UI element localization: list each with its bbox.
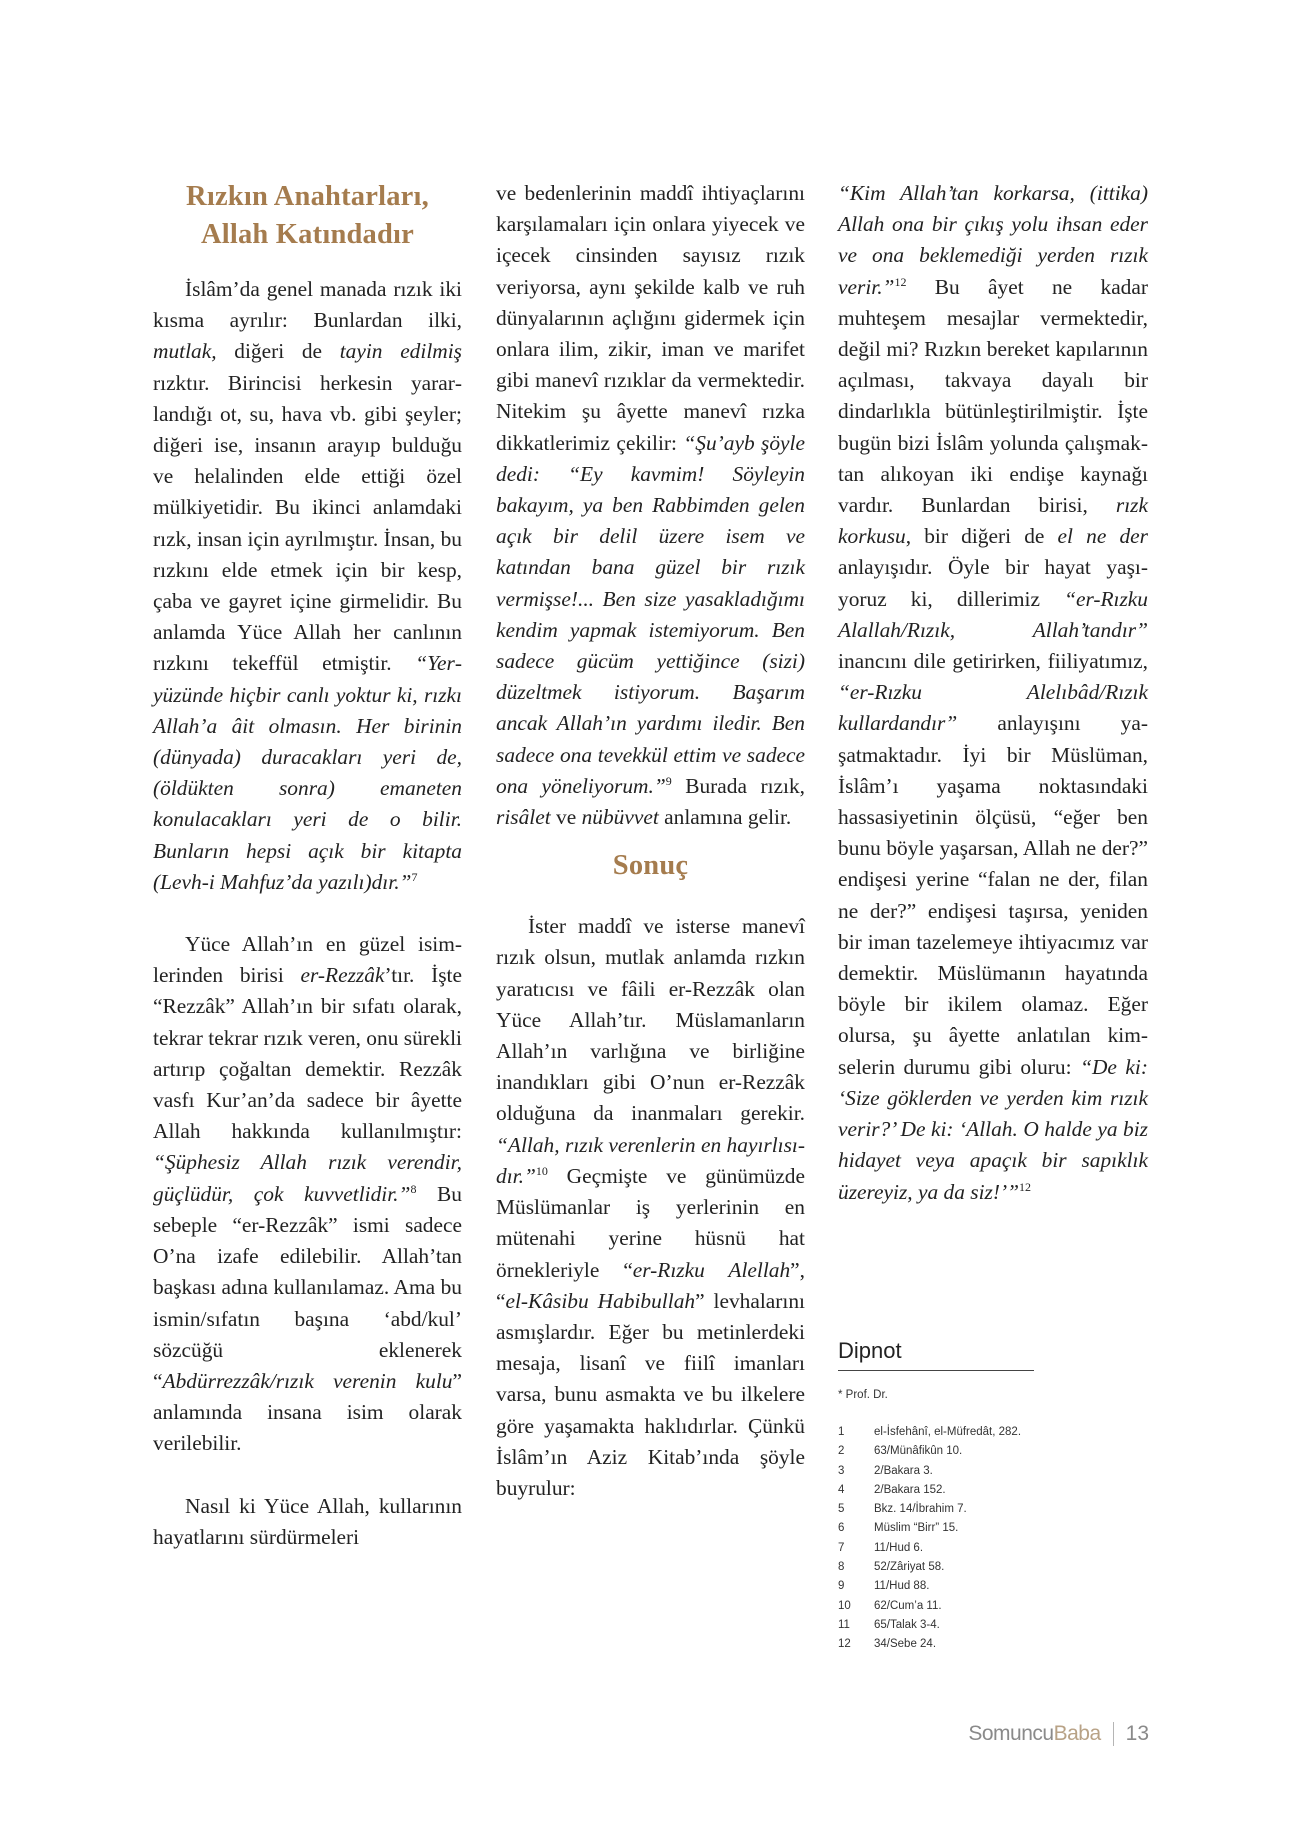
paragraph <box>838 178 1148 1208</box>
text-italic: rızk korkusu <box>838 493 1148 549</box>
footnote-text: 52/Zâriyat 58. <box>874 1561 945 1574</box>
footnote-number: 9 <box>838 1580 845 1593</box>
text: İster maddî ve isterse manevî rızık olsun, mutlak anlamda rızkın yaratıcısı ve fâili er-Rezzâk olan Yüce Allah’tır. Müslamanların Allah’ın varlığına ve birliğine inandıkları gibi O’nun er-Rezzâk olduğuna da inanmaları gerekir. <box>496 914 805 1126</box>
text-italic: er-Rezzâk <box>300 963 385 988</box>
footnote-text: 2/Bakara 3. <box>874 1464 933 1477</box>
footnotes-title: Dipnot <box>838 1338 1034 1371</box>
footnote-text: 63/Münâfikûn 10. <box>874 1445 963 1458</box>
footnote-item <box>838 1500 1038 1519</box>
section-heading-rizkin-anahtarlari <box>153 178 462 254</box>
text-italic: risâlet <box>496 805 551 830</box>
footnote-item <box>838 1616 1038 1635</box>
footnote-text: Bkz. 14/İbrahim 7. <box>874 1503 967 1516</box>
footnote-number: 5 <box>838 1503 845 1516</box>
magazine-brand-part-2: Baba <box>1053 1722 1101 1745</box>
footnote-text: 2/Bakara 152. <box>874 1483 946 1496</box>
text-italic: el-Kâsibu Habibullah <box>505 1288 696 1313</box>
section-heading-sonuc: Sonuç <box>612 850 689 882</box>
text: ’tır. İşte “Rezzâk” Allah’ın bir sıfatı olarak, tekrar tekrar rızık veren, onu sürekli artırıp çoğaltan demektir. Rezzâk vasfı Kur’an’da sadece bir âyette Allah hakkında kullanılmıştır: <box>153 963 462 1144</box>
footnote-ref: 12 <box>1019 1179 1032 1194</box>
text: Burada rızık, <box>671 773 805 798</box>
quote-italic: “Şüphesiz Allah rızık verendir, güçlüdür, çok kuvvetlidir.” <box>153 1150 462 1206</box>
paragraph: Nasıl ki Yüce Allah, kullarının hayatlarını sürdürmeleri <box>153 1493 462 1549</box>
footnote-item <box>838 1442 1038 1461</box>
footnote-text: 62/Cum’a 11. <box>874 1599 942 1612</box>
footnote-number: 6 <box>838 1522 845 1535</box>
quote-italic: “er-Rızku Alelıbâd/Rızık kullardandır” <box>838 680 1148 736</box>
paragraph <box>496 911 805 1504</box>
author-note: * Prof. Dr. <box>838 1389 888 1401</box>
quote-italic: “er-Rızku Alallah/Rızık, Allah’tandır” <box>838 586 1148 642</box>
footnote-ref: 10 <box>535 1163 548 1178</box>
text: Yüce Allah’ın en güzel isimlerinden birisi <box>153 932 462 988</box>
footnote-ref: 12 <box>894 274 907 289</box>
text: Geçmişte ve günümüzde Müslümanlar iş yerlerinin en mütenahi yerine hüsnü hat örnekleriyle “ <box>496 1163 805 1282</box>
column-3 <box>838 178 1148 1208</box>
text: ” levhalarını asmışlardır. Eğer bu metinlerdeki mesaja, lisanî ve fiilî imanları varsa, bunu asmakta ve bu ilkelere göre yaşamakta haklıdırlar. Çünkü İslâm’ın Aziz Kitab’ında şöyle buyrulur: <box>496 1288 806 1500</box>
text: ” anlamında insana isim olarak verilebilir. <box>153 1368 462 1456</box>
footer-divider <box>1113 1722 1114 1746</box>
text: anlayışıdır. Öyle bir hayat yaşıyoruz ki, dillerimiz <box>838 555 1148 611</box>
text: anlayışını yaşatmaktadır. İyi bir Müslüman, İslâm’ı yaşama noktasındaki hassasiyetinin ölçüsü, “eğer ben bunu böyle yaşarsan, Allah ne der?” endişesi yerine “falan ne der, filan ne der?” endişesi taşırsa, yeniden bir iman tazelemeye ihtiyacımız var demektir. Müslümanın hayatında böyle bir ikilem olamaz. Eğer olursa, şu âyette anlatılan kimselerin durumu gibi oluru: <box>838 711 1148 1079</box>
footnote-number: 1 <box>838 1426 845 1438</box>
text: Bu âyet ne kadar muhteşem mesajlar vermektedir, değil mi? Rızkın bereket kapılarının açılması, takvaya dayalı bir dindarlıkla bütünleştirilmiştir. İşte bugün bizi İslâm yolunda çalışmaktan alıkoyan iki endişe kaynağı vardır. Bunlardan birisi, <box>838 274 1148 518</box>
quote-italic: “Allah, rızık verenlerin en hayırlısıdır.” <box>496 1132 805 1188</box>
footnote-ref: 8 <box>410 1181 417 1196</box>
footnote-text: el-İsfehânî, el-Müfredât, 282. <box>874 1426 1022 1438</box>
footnote-item <box>838 1577 1038 1596</box>
text-italic: er-Rızku Alellah <box>632 1257 791 1282</box>
text: Bu sebeple “er-Rezzâk” ismi sadece O’na izafe edilebilir. Allah’tan başkası adına kullanılamaz. Ama bu ismin/sıfatın başına ‘abd/kul’ sözcüğü eklenerek “ <box>153 1181 462 1393</box>
footnote-list <box>838 1423 1038 1655</box>
footnote-item <box>838 1519 1038 1538</box>
column-1 <box>153 178 462 1553</box>
footnote-item <box>838 1597 1038 1616</box>
text-italic: el ne der <box>1057 524 1148 549</box>
footnote-number: 8 <box>838 1561 845 1574</box>
paragraph <box>153 929 462 1459</box>
quote-italic: “Yeryüzünde hiçbir canlı yoktur ki, rızkı Allah’a âit olmasın. Her birinin (dünyada) duracakları yeri de, (öldükten sonra) emaneten konulacakları yeri de o bilir. Bunların hepsi açık bir kitapta (Levh-i Mahfuz’da yazılı)dır.” <box>153 651 462 894</box>
footnote-text: 34/Sebe 24. <box>874 1638 937 1651</box>
text: diğeri de <box>216 339 340 364</box>
footnote-text: Müslim “Birr” 15. <box>874 1522 959 1535</box>
footnote-item <box>838 1539 1038 1558</box>
footnote-number: 3 <box>838 1464 845 1477</box>
footnote-number: 10 <box>838 1599 851 1612</box>
page-number: 13 <box>1125 1722 1149 1745</box>
footnote-item <box>838 1481 1038 1500</box>
text-italic: nübüvvet <box>581 805 659 830</box>
footnote-number: 4 <box>838 1483 845 1496</box>
footnote-number: 12 <box>838 1638 851 1651</box>
text: anlamına gelir. <box>658 805 792 830</box>
text-italic: tayin edilmiş <box>339 339 462 364</box>
text: İslâm’da genel manada rızık iki kısma ayrılır: Bunlardan ilki, <box>153 277 462 333</box>
footnotes <box>838 1338 1038 1655</box>
text: , bir diğeri de <box>905 524 1058 549</box>
footnote-text: 65/Talak 3-4. <box>874 1618 940 1631</box>
quote-italic: “De ki: ‘Size göklerden ve yerden kim rızık verir?’ De ki: ‘Allah. O halde ya biz hidayet veya apaçık bir sapıklık üzereyiz, ya da siz!’” <box>838 1054 1148 1204</box>
footnote-number: 11 <box>838 1618 850 1631</box>
paragraph <box>496 178 805 833</box>
paragraph <box>153 274 462 898</box>
text: ve <box>550 805 582 830</box>
text-italic: mutlak, <box>153 339 217 364</box>
heading-line-2: Allah Katındadır <box>200 219 415 250</box>
text: ”, “ <box>496 1257 805 1313</box>
footnote-text: 11/Hud 88. <box>874 1580 930 1593</box>
column-2 <box>496 178 805 1504</box>
footnote-number: 2 <box>838 1445 845 1458</box>
footnote-text: 11/Hud 6. <box>874 1541 924 1554</box>
page-footer <box>968 1722 1149 1746</box>
footnote-ref: 7 <box>411 869 418 884</box>
quote-italic: “Kim Allah’tan korkarsa, (ittika) Allah ona bir çıkış yolu ihsan eder ve ona beklemediği yerden rızık verir.” <box>838 181 1148 299</box>
text-italic: Abdürrezzâk/rızık verenin kulu <box>162 1368 453 1393</box>
footnote-ref: 9 <box>665 773 672 788</box>
text: rızktır. Birincisi herkesin yararlandığı ot, su, hava vb. gibi şeyler; diğeri ise, insanın arayıp bulduğu ve helalinden elde ettiği özel mülkiyetidir. Bu ikinci anlamdaki rızk, insan için ayrılmıştır. İnsan, bu rızkını elde etmek için bir kesp, çaba ve gayret içine girmelidir. Bu anlamda Yüce Allah her canlının rızkını tekeffül etmiştir. <box>153 370 462 676</box>
footnote-item <box>838 1558 1038 1577</box>
magazine-brand-part-1: Somuncu <box>968 1722 1054 1745</box>
footnote-item <box>838 1635 1038 1654</box>
footnote-item <box>838 1462 1038 1481</box>
heading-line-1: Rızkın Anahtarları, <box>186 181 429 212</box>
quote-italic: “Şu’ayb şöyle dedi: “Ey kavmim! Söyleyin bakayım, ya ben Rabbimden gelen açık bir delil üzere isem ve katından bana güzel bir rızık vermişse!... Ben size yasakladığımı kendim yapmak istemiyorum. Ben sadece gücüm yettiğince (sizi) düzeltmek istiyorum. Başarım ancak Allah’ın yardımı iledir. Ben sadece ona tevekkül ettim ve sadece ona yöneliyorum.” <box>496 430 805 798</box>
footnote-item <box>838 1423 1038 1442</box>
text: ve bedenlerinin maddî ihtiyaçlarını karşılamaları için onlara yiyecek ve içecek cinsinden sayısız rızık veriyorsa, aynı şekilde kalb ve ruh dünyalarının açlığını gidermek için onlara ilim, zikir, iman ve marifet gibi manevî rızıklar da vermektedir. Nitekim şu âyette manevî rızka dikkatlerimiz çekilir: <box>496 181 805 455</box>
footnote-number: 7 <box>838 1541 845 1554</box>
text: inancını dile getirirken, fiiliyatımız, <box>838 649 1148 674</box>
